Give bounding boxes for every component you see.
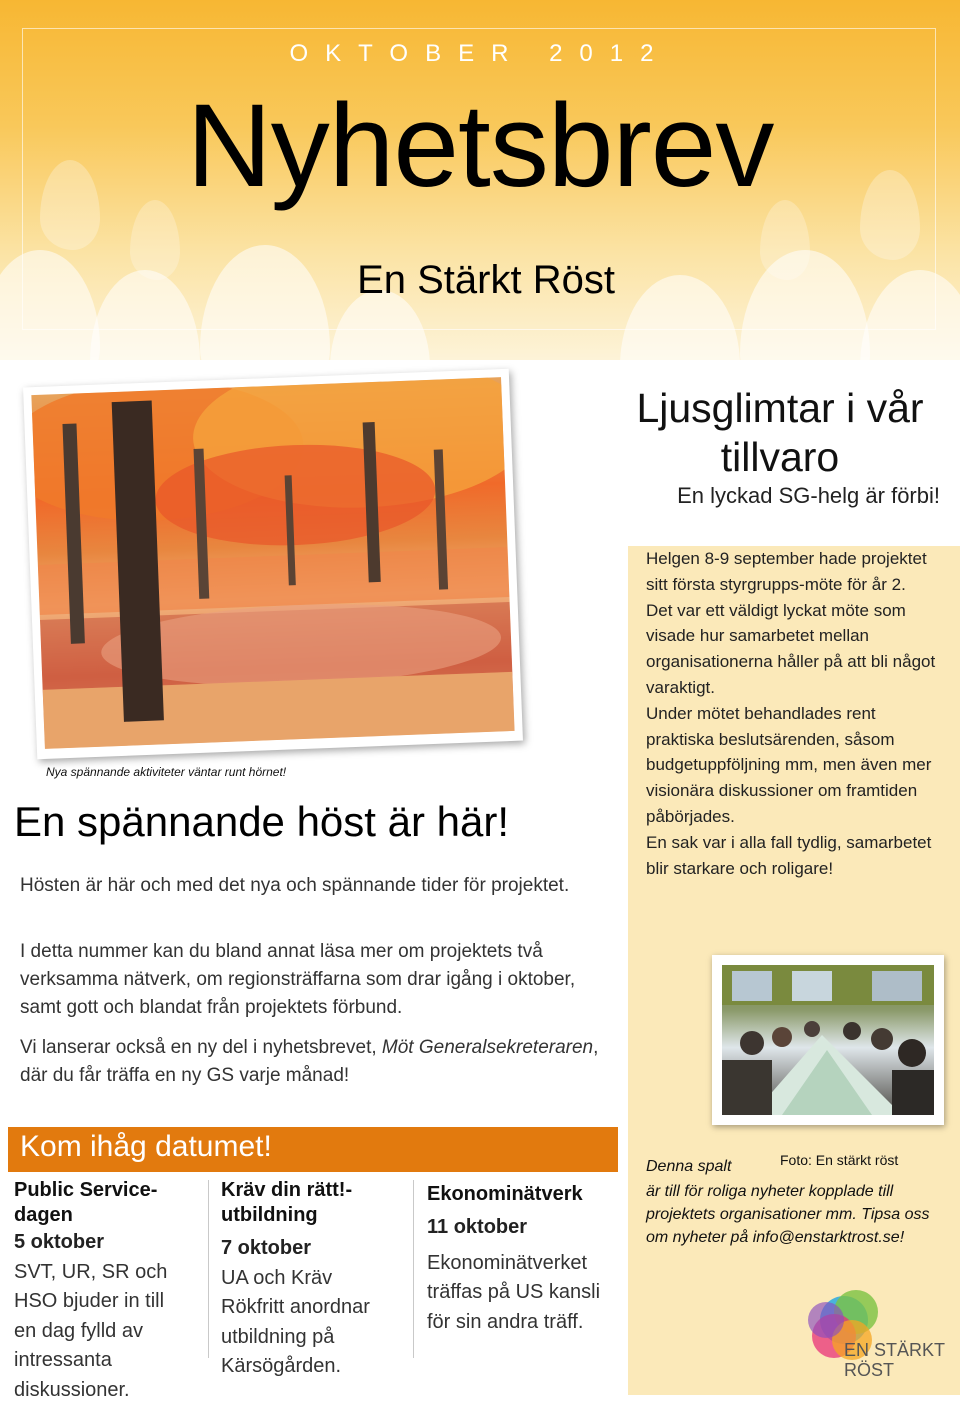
contents-paragraph: I detta nummer kan du bland annat läsa mer om projektets två verksamma nätverk, om regionsträffarna som drar igång i oktober, samt gott och blandat från projektets förbund. <box>20 938 620 1022</box>
photo-caption: Nya spännande aktiviteter väntar runt hörnet! <box>46 765 286 779</box>
event-krav-din-ratt <box>221 1178 396 1382</box>
event-date: 7 oktober <box>221 1234 396 1264</box>
event-heading: Kräv din rätt!-utbildning <box>221 1178 396 1228</box>
event-date: 5 oktober <box>14 1228 189 1258</box>
highlights-header <box>620 384 960 510</box>
highlights-text-1: Helgen 8-9 september hade projektet sitt första styrgrupps-möte för år 2. <box>646 546 946 598</box>
dates-banner <box>8 1127 618 1172</box>
highlights-text-3: Under mötet behandlades rent praktiska beslutsärenden, såsom budgetuppföljning mm, men även mer visionära diskussioner om framtiden påbörjades. <box>646 701 946 830</box>
main-heading: En spännande höst är här! <box>14 798 509 846</box>
logo-line-1: EN STÄRKT <box>844 1340 945 1360</box>
event-public-service <box>14 1178 189 1405</box>
new-section-paragraph: Vi lanserar också en ny del i nyhetsbrevet, Möt Generalsekreteraren, där du får träffa en ny GS varje månad! <box>20 1034 620 1090</box>
highlights-subtitle: En lyckad SG-helg är förbi! <box>620 482 960 510</box>
event-heading: Ekonominätverk <box>427 1182 612 1207</box>
highlights-title: Ljusglimtar i vår tillvaro <box>620 384 960 482</box>
intro-paragraph: Hösten är här och med det nya och spännande tider för projektet. <box>20 872 620 900</box>
event-date: 11 oktober <box>427 1213 612 1243</box>
group-photo-frame <box>712 955 944 1125</box>
column-divider <box>208 1180 209 1358</box>
newsletter-title: Nyhetsbrev <box>0 76 960 216</box>
note-intro: Denna spalt <box>646 1158 731 1176</box>
highlights-text-4: En sak var i alla fall tydlig, samarbetet blir starkare och roligare! <box>646 830 946 882</box>
event-text: UA och Kräv Rökfritt anordnar utbildning på Kärsögården. <box>221 1264 396 1382</box>
logo-text <box>844 1340 945 1380</box>
column-divider <box>413 1180 414 1358</box>
highlights-text <box>646 546 946 881</box>
event-text: SVT, UR, SR och HSO bjuder in till en dag fylld av intressanta diskussioner. <box>14 1258 189 1405</box>
autumn-photo-frame <box>23 369 523 759</box>
issue-month: OKTOBER 2012 <box>0 40 960 68</box>
en-starkt-rost-logo <box>796 1290 946 1390</box>
autumn-park-photo <box>31 377 514 749</box>
logo-line-2: RÖST <box>844 1360 945 1380</box>
note-text: är till för roliga nyheter kopplade till projektets organisationer mm. Tipsa oss om nyheter på info@enstarktrost.se! <box>646 1180 946 1249</box>
event-text: Ekonominätverket träffas på US kansli för sin andra träff. <box>427 1249 612 1338</box>
event-heading: Public Service-dagen <box>14 1178 189 1228</box>
newsletter-subtitle: En Stärkt Röst <box>0 258 960 303</box>
highlights-text-2: Det var ett väldigt lyckat möte som visade hur samarbetet mellan organisationerna håller på att bli något varaktigt. <box>646 598 946 701</box>
event-ekonominatverk <box>427 1178 612 1337</box>
photo-credit: Foto: En stärkt röst <box>780 1152 898 1168</box>
dates-title: Kom ihåg datumet! <box>20 1130 272 1164</box>
meeting-group-photo <box>722 965 934 1115</box>
